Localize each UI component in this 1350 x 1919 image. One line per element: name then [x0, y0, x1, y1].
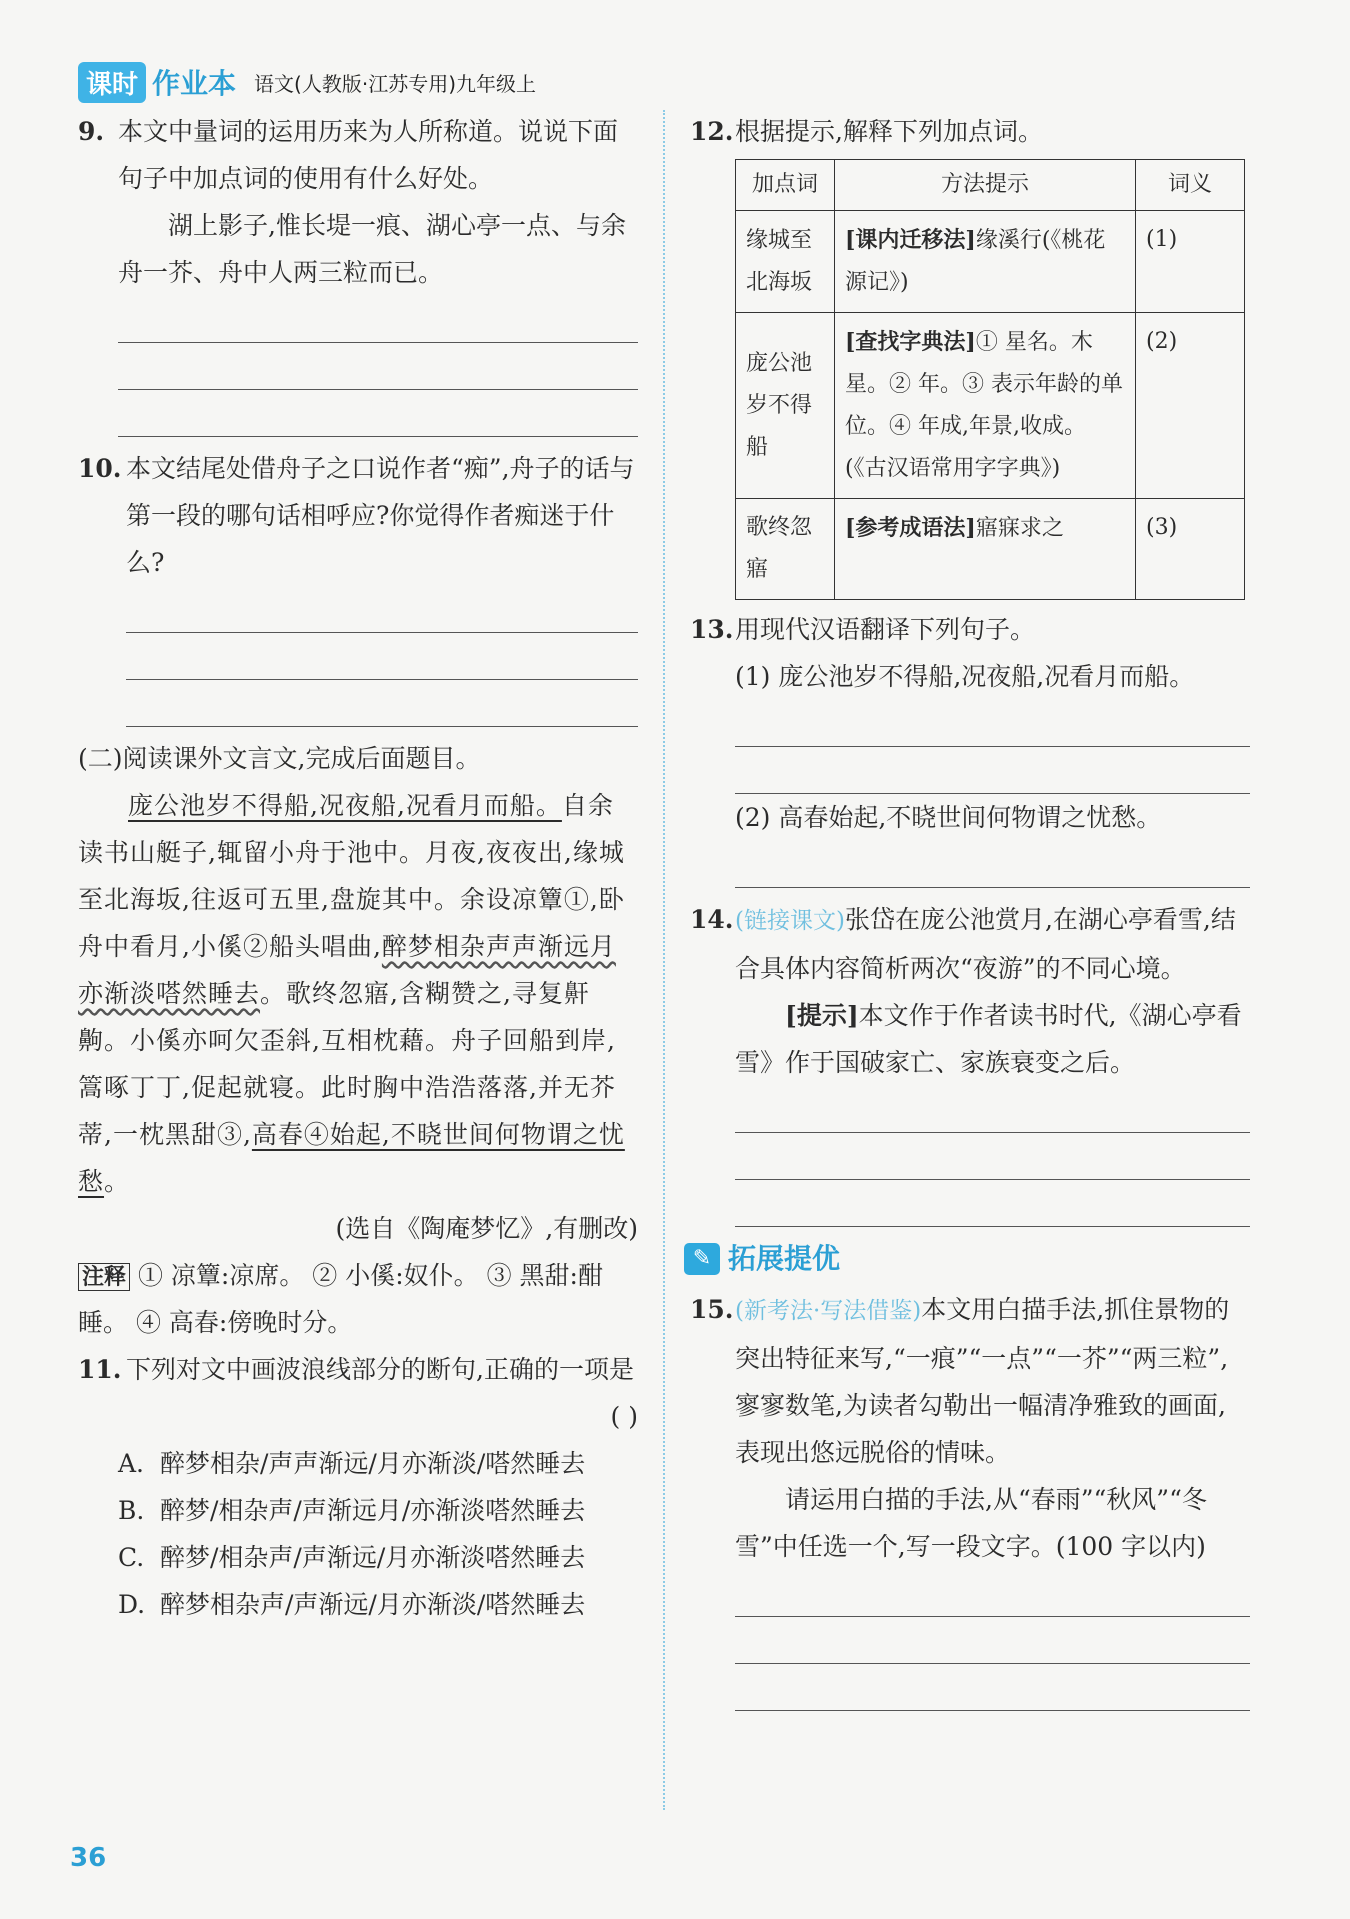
- option-letter: A.: [118, 1449, 145, 1478]
- option-b[interactable]: [78, 1487, 638, 1534]
- answer-line[interactable]: [118, 343, 638, 390]
- option-letter: B.: [118, 1496, 145, 1525]
- column-header: 词义: [1136, 160, 1245, 211]
- hint-tag: [查找字典法]: [845, 329, 976, 355]
- tip-label: [提示]: [785, 1001, 859, 1030]
- passage-underlined: 庞公池岁不得船,况夜船,况看月而船。: [128, 791, 562, 820]
- question-number: 14.: [690, 905, 734, 934]
- question-number: 13.: [690, 615, 734, 644]
- word-cell: 歌终忽寤: [736, 499, 835, 600]
- hint-cell: [835, 313, 1136, 499]
- hint-text: ① 星名。木星。② 年。③ 表示年龄的单位。④ 年成,年景,收成。(《古汉语常用字字典》): [845, 330, 1123, 481]
- passage-underlined: 高春④始起,不晓世间何物谓之忧愁: [78, 1120, 625, 1196]
- passage-text: 。歌终忽寤,含糊赞之,寻复鼾齁。小傒亦呵欠歪斜,互相枕藉。舟子回船到岸,篙啄丁丁,促起就寝。此时胸中浩浩落落,并无芥蒂,一枕黑甜③,: [78, 979, 616, 1149]
- section-title: 拓展提优: [728, 1242, 841, 1275]
- question-15: [690, 1286, 1250, 1711]
- logo-box: 课时: [78, 62, 146, 103]
- answer-line[interactable]: [126, 680, 638, 727]
- table-header-row: [736, 160, 1245, 211]
- quote-text: 湖上影子,惟长堤一痕、湖心亭一点、与余舟一芥、舟中人两三粒而已。: [118, 211, 626, 287]
- question-text: 本文用白描手法,抓住景物的突出特征来写,“一痕”“一点”“一芥”“两三粒”,寥寥数笔,为读者勾勒出一幅清净雅致的画面,表现出悠远脱俗的情味。: [735, 1295, 1230, 1467]
- answer-line[interactable]: [735, 1570, 1250, 1617]
- header: [78, 62, 536, 102]
- question-13: [690, 606, 1250, 888]
- word-cell: 庞公池岁不得船: [736, 313, 835, 499]
- question-10: [78, 445, 638, 727]
- question-number: 15.: [690, 1295, 734, 1324]
- passage-text: 自余读书山艇子,辄留小舟于池中。月夜,夜夜出,缘城至北海坂,往返可五里,盘旋其中。余设凉簟①,卧舟中看月,小傒②船头唱曲,: [78, 791, 625, 961]
- section-heading: (二)阅读课外文言文,完成后面题目。: [78, 744, 481, 773]
- sentence-1: (1) 庞公池岁不得船,况夜船,况看月而船。: [735, 662, 1195, 691]
- answer-line[interactable]: [735, 747, 1250, 794]
- notes-text: ① 凉簟:凉席。 ② 小傒:奴仆。 ③ 黑甜:酣睡。 ④ 高春:傍晚时分。: [78, 1261, 603, 1337]
- notes: [78, 1252, 638, 1346]
- sentence-2: (2) 高春始起,不晓世间何物谓之忧愁。: [735, 803, 1162, 832]
- option-letter: C.: [118, 1543, 145, 1572]
- pencil-icon: ✎: [684, 1243, 720, 1275]
- answer-line[interactable]: [735, 1617, 1250, 1664]
- table-row: [736, 313, 1245, 499]
- answer-line[interactable]: [126, 586, 638, 633]
- page-number: 36: [70, 1843, 107, 1873]
- question-text: 本文中量词的运用历来为人所称道。说说下面句子中加点词的使用有什么好处。: [118, 117, 619, 193]
- option-d[interactable]: [78, 1581, 638, 1628]
- answer-line[interactable]: [735, 1180, 1250, 1227]
- section-header: [684, 1235, 1250, 1282]
- question-text: 用现代汉语翻译下列句子。: [735, 615, 1036, 644]
- answer-line[interactable]: [735, 700, 1250, 747]
- option-a[interactable]: [78, 1440, 638, 1487]
- passage-wavy: 醉梦相杂声声渐远月亦渐淡嗒然睡去: [78, 932, 616, 1008]
- vocab-table: [735, 159, 1245, 600]
- question-text: 下列对文中画波浪线部分的断句,正确的一项是: [126, 1355, 634, 1384]
- question-number: 11.: [78, 1355, 122, 1384]
- answer-line[interactable]: [118, 296, 638, 343]
- subject-label: 语文(人教版·江苏专用)九年级上: [254, 71, 536, 96]
- option-text: 醉梦/相杂声/声渐远月/亦渐淡嗒然睡去: [160, 1496, 586, 1525]
- answer-line[interactable]: [126, 633, 638, 680]
- question-14: [690, 896, 1250, 1227]
- tip-text: 本文作于作者读书时代,《湖心亭看雪》作于国破家亡、家族衰变之后。: [735, 1001, 1242, 1077]
- answer-cell[interactable]: (1): [1136, 211, 1245, 313]
- word-cell: 缘城至北海坂: [736, 211, 835, 313]
- hint-tag: [课内迁移法]: [845, 227, 976, 253]
- option-letter: D.: [118, 1590, 146, 1619]
- option-text: 醉梦相杂/声声渐远/月亦渐淡/嗒然睡去: [160, 1449, 586, 1478]
- notes-label: 注释: [78, 1263, 130, 1291]
- hint-tag: [参考成语法]: [845, 515, 976, 541]
- hint-cell: [835, 499, 1136, 600]
- hint-cell: [835, 211, 1136, 313]
- option-c[interactable]: [78, 1534, 638, 1581]
- column-divider: [663, 110, 665, 1810]
- question-12: [690, 108, 1250, 155]
- answer-cell[interactable]: (2): [1136, 313, 1245, 499]
- option-text: 醉梦相杂声/声渐远/月亦渐淡/嗒然睡去: [160, 1590, 586, 1619]
- link-tag: (链接课文): [735, 908, 845, 934]
- answer-line[interactable]: [735, 1086, 1250, 1133]
- answer-cell[interactable]: (3): [1136, 499, 1245, 600]
- question-text: 本文结尾处借舟子之口说作者“痴”,舟子的话与第一段的哪句话相呼应?你觉得作者痴迷于什么?: [126, 454, 635, 577]
- column-header: 加点词: [736, 160, 835, 211]
- question-number: 9.: [78, 117, 105, 146]
- passage: [78, 782, 638, 1205]
- left-column: [78, 108, 638, 1628]
- passage-text: 。: [104, 1167, 131, 1196]
- column-header: 方法提示: [835, 160, 1136, 211]
- logo: [78, 62, 236, 103]
- answer-bracket[interactable]: ( ): [610, 1402, 638, 1431]
- option-text: 醉梦/相杂声/声渐远/月亦渐淡嗒然睡去: [160, 1543, 586, 1572]
- hint-text: 寤寐求之: [975, 516, 1064, 541]
- right-column: [690, 108, 1250, 1711]
- question-number: 12.: [690, 117, 734, 146]
- question-9: [78, 108, 638, 437]
- question-text: 根据提示,解释下列加点词。: [735, 117, 1043, 146]
- hint-text: 缘溪行(《桃花源记》): [845, 228, 1106, 295]
- answer-line[interactable]: [735, 1133, 1250, 1180]
- link-tag: (新考法·写法借鉴): [735, 1298, 922, 1324]
- source-citation: (选自《陶庵梦忆》,有删改): [335, 1214, 638, 1243]
- question-text: 张岱在庞公池赏月,在湖心亭看雪,结合具体内容简析两次“夜游”的不同心境。: [735, 905, 1236, 983]
- table-row: [736, 211, 1245, 313]
- answer-line[interactable]: [735, 1664, 1250, 1711]
- table-row: [736, 499, 1245, 600]
- question-number: 10.: [78, 454, 122, 483]
- task-text: 请运用白描的手法,从“春雨”“秋风”“冬雪”中任选一个,写一段文字。(100 字以内): [735, 1485, 1207, 1561]
- logo-text: 作业本: [152, 67, 237, 100]
- answer-line[interactable]: [735, 841, 1250, 888]
- question-11: [78, 1346, 638, 1440]
- answer-line[interactable]: [118, 390, 638, 437]
